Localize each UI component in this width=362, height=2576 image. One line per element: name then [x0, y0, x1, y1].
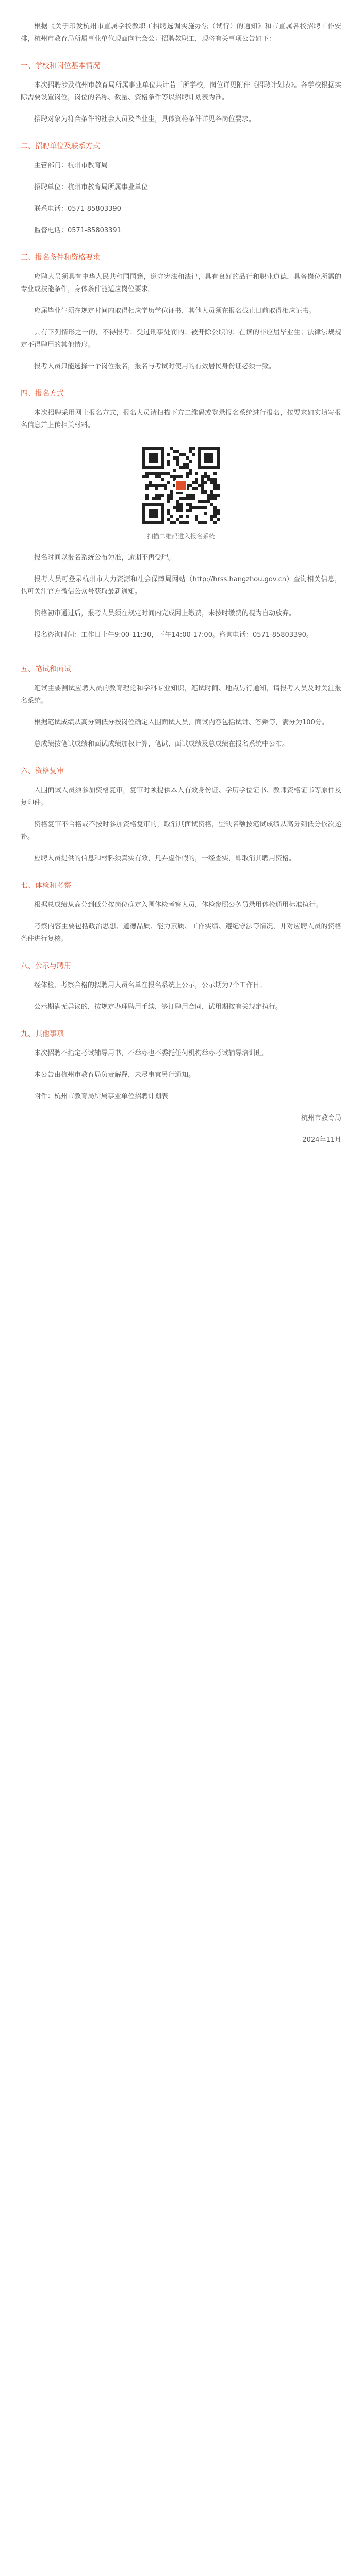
body-paragraph: 资格初审通过后，报考人员须在规定时间内完成网上缴费，未按时缴费的视为自动放弃。 — [34, 609, 296, 617]
qr-code-icon — [142, 447, 220, 524]
body-paragraph: 报考人员可登录杭州市人力资源和社会保障局网站（http://hrss.hangzhou.gov.cn）查询相关信息，也可关注官方微信公众号获取最新通知。 — [21, 575, 341, 596]
section-paragraph: 招聘对象为符合条件的社会人员及毕业生，具体资格条件详见各岗位要求。 — [34, 115, 256, 123]
section-heading: 六、资格复审 — [21, 767, 64, 775]
section-paragraph: 总成绩按笔试成绩和面试成绩加权计算，笔试、面试成绩及总成绩在报名系统中公布。 — [34, 740, 289, 748]
intro-paragraph: 根据《关于印发杭州市直属学校教职工招聘选调实施办法（试行）的通知》和市直属各校招聘工作安排，杭州市教育局所属事业单位现面向社会公开招聘教职工，现将有关事项公告如下： — [21, 23, 341, 43]
publish-date: 2024年11月 — [302, 1136, 341, 1144]
section-heading: 九、其他事项 — [21, 1030, 64, 1038]
section-6 — [21, 765, 341, 865]
section-4 — [21, 387, 341, 432]
signature: 杭州市教育局 — [301, 1114, 341, 1122]
article-page — [21, 0, 341, 1146]
section-3 — [21, 251, 341, 373]
section-paragraph: 监督电话：0571-85803391 — [34, 227, 121, 234]
section-heading: 五、笔试和面试 — [21, 665, 71, 673]
section-paragraph: 考察内容主要包括政治思想、道德品质、能力素质、工作实绩、遵纪守法等情况，并对应聘人员的资格条件进行复核。 — [21, 923, 341, 943]
qr-caption: 扫描二维码进入报名系统 — [146, 533, 215, 540]
attachment-link[interactable]: 附件：杭州市教育局所属事业单位招聘计划表 — [34, 1093, 169, 1100]
section-5 — [21, 663, 341, 751]
section-paragraph: 应届毕业生须在规定时间内取得相应学历学位证书，其他人员须在报名截止日前取得相应证书。 — [34, 307, 316, 315]
section-paragraph: 本次招聘采用网上报名方式，报名人员请扫描下方二维码或登录报名系统进行报名，按要求如实填写报名信息并上传相关材料。 — [21, 409, 341, 429]
section-paragraph: 应聘人员提供的信息和材料须真实有效，凡弄虚作假的，一经查实，即取消其聘用资格。 — [34, 855, 296, 862]
section-heading: 一、学校和岗位基本情况 — [21, 62, 100, 70]
section-paragraph: 联系电话：0571-85803390 — [34, 205, 121, 213]
section-9 — [21, 1028, 341, 1081]
section-heading: 四、报名方式 — [21, 389, 64, 398]
section-8 — [21, 960, 341, 1013]
section-paragraph: 本公告由杭州市教育局负责解释，未尽事宜另行通知。 — [34, 1071, 195, 1079]
section-1 — [21, 60, 341, 126]
section-paragraph: 公示期满无异议的，按规定办理聘用手续，签订聘用合同，试用期按有关规定执行。 — [34, 1003, 283, 1011]
section-heading: 二、招聘单位及联系方式 — [21, 142, 100, 150]
body-paragraph: 报名时间以报名系统公布为准，逾期不再受理。 — [34, 554, 175, 562]
qr-code-image[interactable] — [142, 447, 220, 524]
section-paragraph: 入围面试人员须参加资格复审，复审时须提供本人有效身份证、学历学位证书、教师资格证书等原件及复印件。 — [21, 787, 341, 807]
section-heading: 八、公示与聘用 — [21, 962, 71, 970]
body-paragraph: 报名咨询时间：工作日上午9:00-11:30，下午14:00-17:00。咨询电话：0571-85803390。 — [34, 631, 313, 639]
section-paragraph: 根据笔试成绩从高分到低分按岗位确定入围面试人员，面试内容包括试讲、答辩等，满分为100分。 — [34, 719, 328, 726]
section-paragraph: 本次招聘不指定考试辅导用书，不举办也不委托任何机构举办考试辅导培训班。 — [34, 1049, 269, 1057]
section-heading: 三、报名条件和资格要求 — [21, 253, 100, 262]
section-paragraph: 具有下列情形之一的，不得报考：受过刑事处罚的；被开除公职的；在读的非应届毕业生；法律法规规定不得聘用的其他情形。 — [21, 329, 341, 349]
section-2 — [21, 140, 341, 237]
section-paragraph: 应聘人员须具有中华人民共和国国籍，遵守宪法和法律，具有良好的品行和职业道德，具备岗位所需的专业或技能条件，身体条件能适应岗位要求。 — [21, 273, 341, 293]
section-7 — [21, 879, 341, 945]
section-paragraph: 根据总成绩从高分到低分按岗位确定入围体检考察人员，体检参照公务员录用体检通用标准执行。 — [34, 901, 323, 909]
section-paragraph: 笔试主要测试应聘人员的教育理论和学科专业知识，笔试时间、地点另行通知，请报考人员及时关注报名系统。 — [21, 685, 341, 705]
section-paragraph: 招聘单位：杭州市教育局所属事业单位 — [34, 183, 149, 191]
section-paragraph: 资格复审不合格或不按时参加资格复审的，取消其面试资格，空缺名额按笔试成绩从高分到低分依次递补。 — [21, 821, 341, 841]
section-paragraph: 主管部门：杭州市教育局 — [34, 162, 108, 170]
section-heading: 七、体检和考察 — [21, 882, 71, 890]
section-paragraph: 本次招聘涉及杭州市教育局所属事业单位共计若干所学校，岗位详见附件《招聘计划表》。各学校根据实际需要设置岗位，岗位的名称、数量、资格条件等以招聘计划表为准。 — [21, 81, 341, 101]
qr-code-block — [142, 447, 220, 524]
section-paragraph: 经体检、考察合格的拟聘用人员名单在报名系统上公示，公示期为7个工作日。 — [34, 981, 267, 989]
section-paragraph: 报考人员只能选择一个岗位报名，报名与考试时使用的有效居民身份证必须一致。 — [34, 363, 276, 370]
